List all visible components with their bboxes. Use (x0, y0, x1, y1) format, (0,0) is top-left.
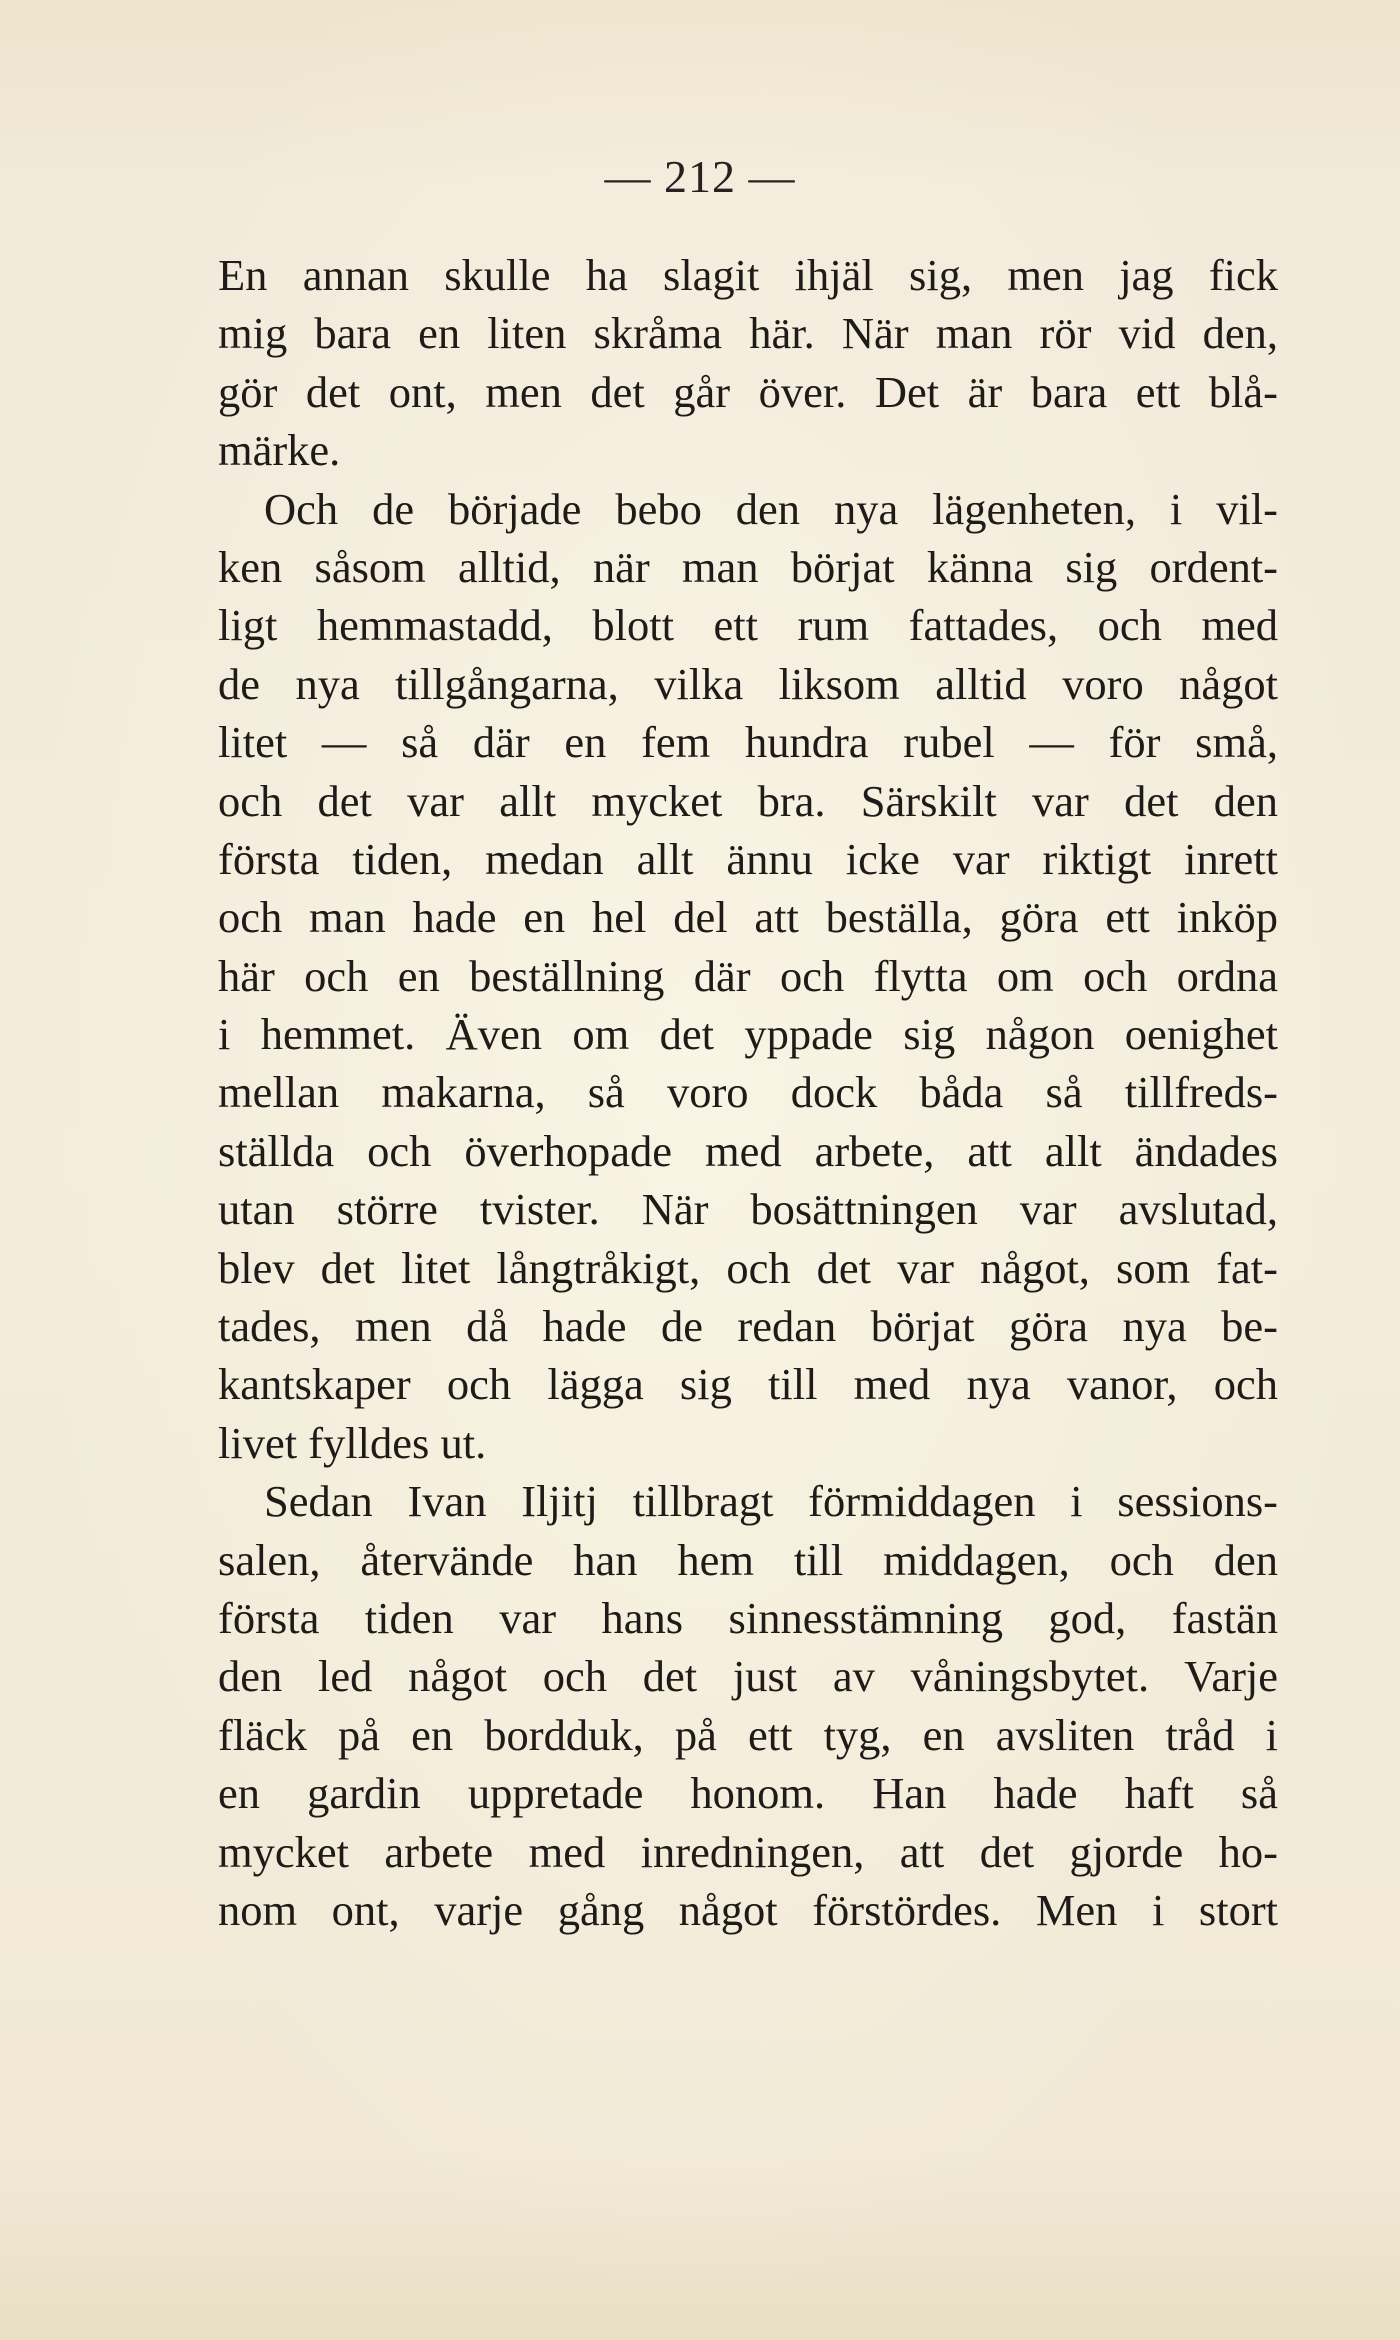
text-line: här och en beställning där och flytta om och ordna (218, 950, 1278, 1001)
page-number: — 212 — (604, 151, 796, 202)
text-line: gör det ont, men det går över. Det är bara ett blå- (218, 366, 1278, 417)
text-line: en gardin uppretade honom. Han hade haft så (218, 1768, 1278, 1819)
text-line: fläck på en bordduk, på ett tyg, en avsliten tråd i (218, 1709, 1278, 1760)
text-line: första tiden, medan allt ännu icke var riktigt inrett (218, 833, 1278, 884)
text-line: blev det litet långtråkigt, och det var något, som fat- (218, 1242, 1278, 1293)
text-line: och det var allt mycket bra. Särskilt var det den (218, 775, 1278, 826)
text-line: Sedan Ivan Iljitj tillbragt förmiddagen i sessions- (264, 1476, 1278, 1527)
text-line: Och de började bebo den nya lägenheten, i vil- (264, 483, 1278, 534)
text-line: En annan skulle ha slagit ihjäl sig, men jag fick (218, 250, 1278, 300)
text-line: i hemmet. Även om det yppade sig någon oenighet (218, 1009, 1278, 1060)
text-line: kantskaper och lägga sig till med nya vanor, och (218, 1359, 1278, 1410)
text-line: första tiden var hans sinnesstämning god, fastän (218, 1592, 1278, 1643)
text-line: nom ont, varje gång något förstördes. Men i stort (218, 1884, 1278, 1935)
text-line: mig bara en liten skråma här. När man rör vid den, (218, 308, 1278, 359)
text-line: litet — så där en fem hundra rubel — för små, (218, 717, 1278, 768)
text-line: mellan makarna, så voro dock båda så tillfreds- (218, 1067, 1278, 1118)
text-line: och man hade en hel del att beställa, göra ett inköp (218, 892, 1278, 943)
text-line: märke. (218, 425, 341, 476)
text-line: mycket arbete med inredningen, att det gjorde ho- (218, 1826, 1278, 1877)
text-line: ställda och överhopade med arbete, att allt ändades (218, 1125, 1278, 1176)
body-text (218, 246, 1278, 1939)
text-line: ligt hemmastadd, blott ett rum fattades, och med (218, 600, 1278, 651)
text-line: livet fylldes ut. (218, 1417, 487, 1468)
text-line: den led något och det just av våningsbytet. Varje (218, 1651, 1278, 1702)
text-line: tades, men då hade de redan börjat göra nya be- (218, 1301, 1278, 1352)
text-line: utan större tvister. När bosättningen var avslutad, (218, 1184, 1278, 1235)
text-line: ken såsom alltid, när man börjat känna sig ordent- (218, 541, 1278, 592)
text-line: salen, återvände han hem till middagen, och den (218, 1534, 1278, 1585)
text-line: de nya tillgångarna, vilka liksom alltid voro något (218, 658, 1278, 709)
